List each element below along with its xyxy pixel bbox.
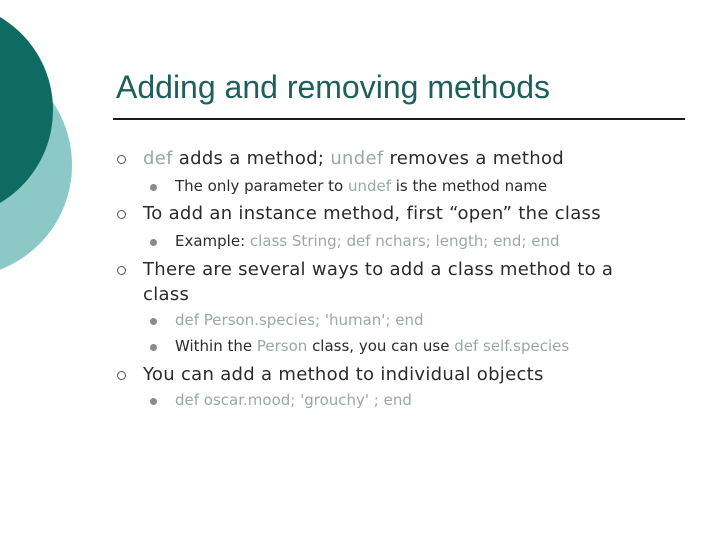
decorative-circles: [0, 0, 120, 300]
sub-bullet-self-species: [175, 337, 569, 355]
bullet-class-method-line1: [143, 259, 613, 280]
code-oscar-mood: def oscar.mood; 'grouchy' ; end: [175, 391, 412, 409]
text: Example:: [175, 232, 250, 250]
bullet-marker: [117, 210, 126, 219]
text: Within the: [175, 337, 257, 355]
code-example: class String; def nchars; length; end; end: [249, 232, 560, 250]
text: To add an instance method, first “open” the class: [143, 203, 601, 224]
code-undef: undef: [347, 177, 391, 195]
sub-bullet-person-species: [175, 311, 423, 329]
text: class: [143, 284, 190, 305]
sub-bullet-undef-param: [175, 177, 547, 195]
sub-bullet-marker: [150, 239, 157, 246]
slide-title: Adding and removing methods: [116, 69, 551, 105]
code-def: def: [143, 148, 173, 169]
text: The only parameter to: [175, 177, 348, 195]
bullet-instance-method: [143, 203, 601, 224]
bullet-class-method-line2: [143, 284, 189, 305]
bullet-marker: [117, 266, 126, 275]
sub-bullet-marker: [150, 184, 157, 191]
bullet-marker: [117, 371, 126, 380]
sub-bullet-marker: [150, 318, 157, 325]
sub-bullet-marker: [150, 398, 157, 405]
bullet-individual-objects: [143, 364, 544, 385]
sub-bullet-marker: [150, 344, 157, 351]
text: class, you can use: [307, 337, 455, 355]
sub-bullet-oscar-mood: [175, 391, 412, 409]
bullet-marker: [117, 155, 126, 164]
text: You can add a method to individual objects: [143, 364, 544, 385]
text: adds a method;: [172, 148, 331, 169]
bullet-def-undef: [143, 148, 564, 169]
text: is the method name: [391, 177, 548, 195]
code-self-species: def self.species: [454, 337, 570, 355]
text: removes a method: [383, 148, 565, 169]
code-undef: undef: [330, 148, 384, 169]
sub-bullet-example: [175, 232, 560, 250]
text: There are several ways to add a class method to a: [143, 259, 614, 280]
code-person: Person: [256, 337, 308, 355]
code-person-species: def Person.species; 'human'; end: [175, 311, 424, 329]
title-underline: [113, 118, 685, 120]
